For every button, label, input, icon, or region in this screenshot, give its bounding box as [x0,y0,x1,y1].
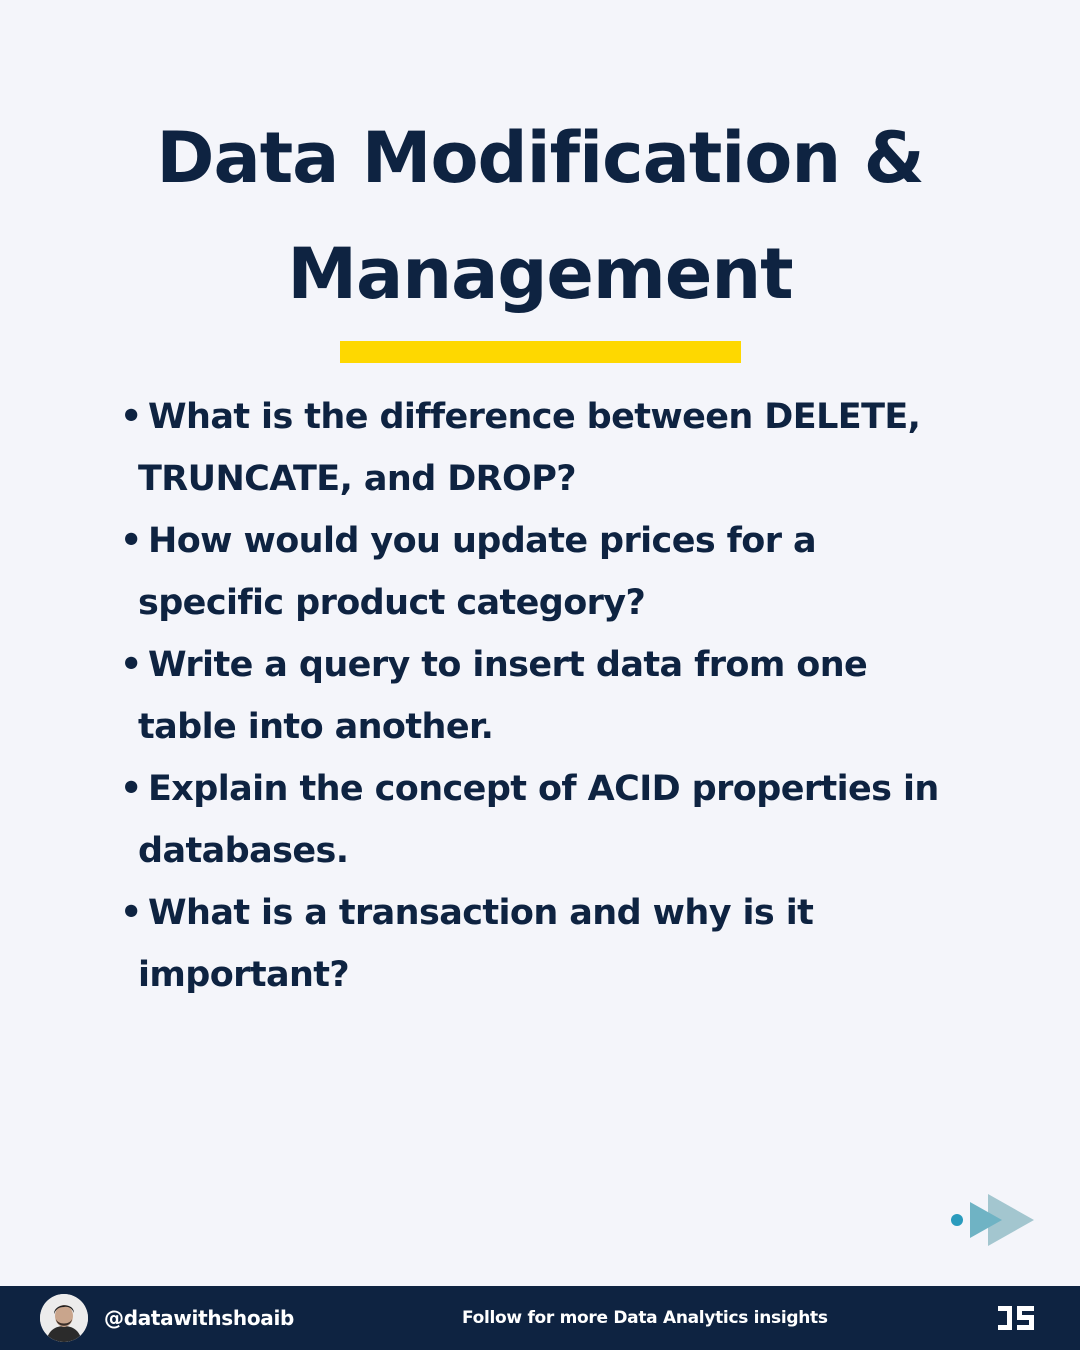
question-line-1: What is the difference between DELETE, [148,397,921,437]
ds-logo-icon [996,1304,1036,1332]
bullet: • [120,521,142,561]
question-line-2: specific product category? [138,583,646,623]
question-line-2: table into another. [138,707,494,747]
title-underline [340,341,741,363]
title-line-2: Management [287,233,793,315]
question-line-1: Write a query to insert data from one [148,645,868,685]
footer-bar [0,1286,1080,1350]
bullet: • [120,769,142,809]
social-handle[interactable]: @datawithshoaib [104,1306,295,1330]
follow-cta: Follow for more Data Analytics insights [462,1308,828,1328]
question-item [120,634,960,758]
bullet: • [120,893,142,933]
question-line-1: What is a transaction and why is it [148,893,814,933]
question-item [120,758,960,882]
question-item [120,386,960,510]
question-list [120,386,960,1006]
question-line-2: TRUNCATE, and DROP? [138,459,576,499]
avatar[interactable] [40,1294,88,1342]
avatar-image [40,1294,88,1342]
page-title [0,100,1080,332]
question-line-2: important? [138,955,350,995]
next-arrow-icon[interactable] [948,1190,1038,1250]
title-line-1: Data Modification & [156,117,924,199]
bullet: • [120,645,142,685]
question-line-1: How would you update prices for a [148,521,816,561]
bullet: • [120,397,142,437]
question-line-2: databases. [138,831,349,871]
question-line-1: Explain the concept of ACID properties in [148,769,939,809]
question-item [120,882,960,1006]
question-item [120,510,960,634]
